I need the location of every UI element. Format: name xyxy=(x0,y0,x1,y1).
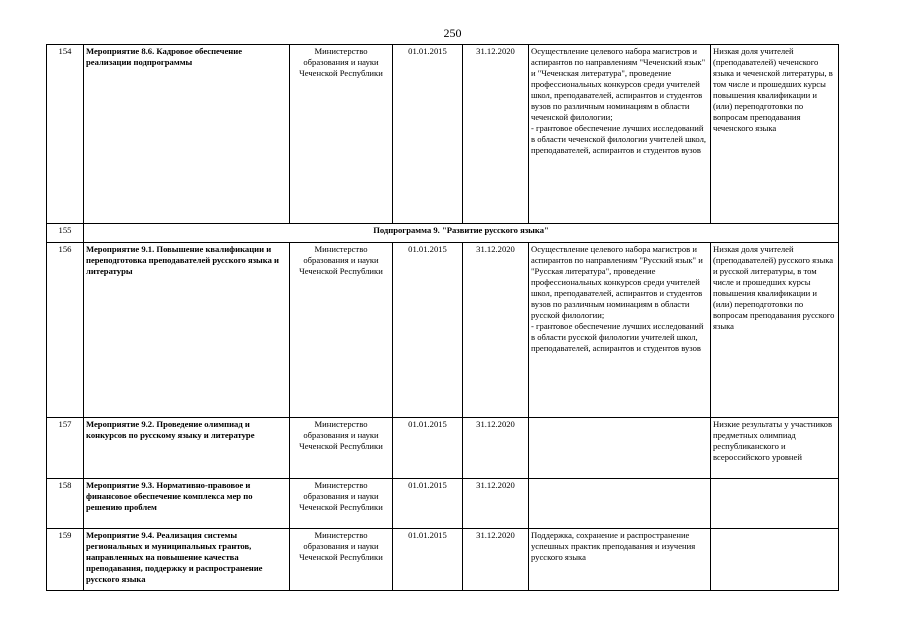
event-name: Мероприятие 8.6. Кадровое обеспечение реализации подпрограммы xyxy=(84,45,290,224)
end-date: 31.12.2020 xyxy=(463,529,529,591)
executor: Министерство образования и науки Чеченской Республики xyxy=(290,243,393,418)
event-name-text: Мероприятие 9.4. Реализация системы региональных и муниципальных грантов, направленных на повышение качества преподавания, поддержку и распространение русского языка xyxy=(86,530,263,584)
risk-description xyxy=(711,479,839,529)
row-number: 155 xyxy=(47,224,84,243)
expected-result xyxy=(529,45,711,224)
section-title: Подпрограмма 9. "Развитие русского языка" xyxy=(84,224,839,243)
risk-description xyxy=(711,529,839,591)
end-date: 31.12.2020 xyxy=(463,45,529,224)
expected-result xyxy=(529,418,711,479)
executor: Министерство образования и науки Чеченской Республики xyxy=(290,45,393,224)
row-number: 156 xyxy=(47,243,84,418)
executor: Министерство образования и науки Чеченской Республики xyxy=(290,418,393,479)
page-number: 250 xyxy=(443,26,462,40)
end-date: 31.12.2020 xyxy=(463,418,529,479)
table-row xyxy=(47,479,839,529)
table-row xyxy=(47,224,839,243)
activities-table xyxy=(46,44,839,591)
executor-text: Министерство образования и науки Чеченской Республики xyxy=(299,480,383,512)
event-name: Мероприятие 9.3. Нормативно-правовое и финансовое обеспечение комплекса мер по решению проблем xyxy=(84,479,290,529)
start-date: 01.01.2015 xyxy=(393,418,463,479)
start-date: 01.01.2015 xyxy=(393,479,463,529)
event-name xyxy=(84,529,290,591)
row-number: 158 xyxy=(47,479,84,529)
expected-result xyxy=(529,243,711,418)
table-row xyxy=(47,418,839,479)
risk-description: Низкая доля учителей (преподавателей) чеченского языка и чеченской литературы, в том числе и прошедших курсы повышения квалификации и (или) переподготовки по вопросам преподавания чеченского языка xyxy=(711,45,839,224)
start-date: 01.01.2015 xyxy=(393,45,463,224)
event-name: Мероприятие 9.1. Повышение квалификации и переподготовка преподавателей русского языка и литературы xyxy=(84,243,290,418)
expected-result: Поддержка, сохранение и распространение успешных практик преподавания и изучения русского языка xyxy=(529,529,711,591)
expected-result-text: Осуществление целевого набора магистров и аспирантов по направлениям "Чеченский язык" и "Чеченская литература", проведение профессиональных конкурсов среди учителей школ, преподавателей, аспирантов и студентов вузов по различным номинациям в области чеченской филологии; - грантовое обеспечение лучших исследований в области чеченской филологии учителей школ, преподавателей, аспирантов и студентов вузов xyxy=(531,46,707,155)
start-date: 01.01.2015 xyxy=(393,243,463,418)
expected-result-text: Осуществление целевого набора магистров и аспирантов по направлениям "Русский язык" и "Русская литература", проведение профессиональных конкурсов среди учителей школ, преподавателей, аспирантов и студентов вузов по различным номинациям в области русской филологии; - грантовое обеспечение лучших исследований в области русской филологии учителей школ, преподавателей, аспирантов и студентов вузов xyxy=(531,244,704,353)
row-number: 159 xyxy=(47,529,84,591)
end-date: 31.12.2020 xyxy=(463,479,529,529)
executor xyxy=(290,479,393,529)
row-number: 157 xyxy=(47,418,84,479)
end-date: 31.12.2020 xyxy=(463,243,529,418)
risk-description: Низкие результаты у участников предметных олимпиад республиканского и всероссийского уровней xyxy=(711,418,839,479)
start-date: 01.01.2015 xyxy=(393,529,463,591)
table-row xyxy=(47,243,839,418)
table-row xyxy=(47,529,839,591)
table-row xyxy=(47,45,839,224)
event-name: Мероприятие 9.2. Проведение олимпиад и конкурсов по русскому языку и литературе xyxy=(84,418,290,479)
executor: Министерство образования и науки Чеченской Республики xyxy=(290,529,393,591)
row-number: 154 xyxy=(47,45,84,224)
risk-description: Низкая доля учителей (преподавателей) русского языка и русской литературы, в том числе и прошедших курсы повышения квалификации и (или) переподготовки по вопросам преподавания русского языка xyxy=(711,243,839,418)
expected-result xyxy=(529,479,711,529)
